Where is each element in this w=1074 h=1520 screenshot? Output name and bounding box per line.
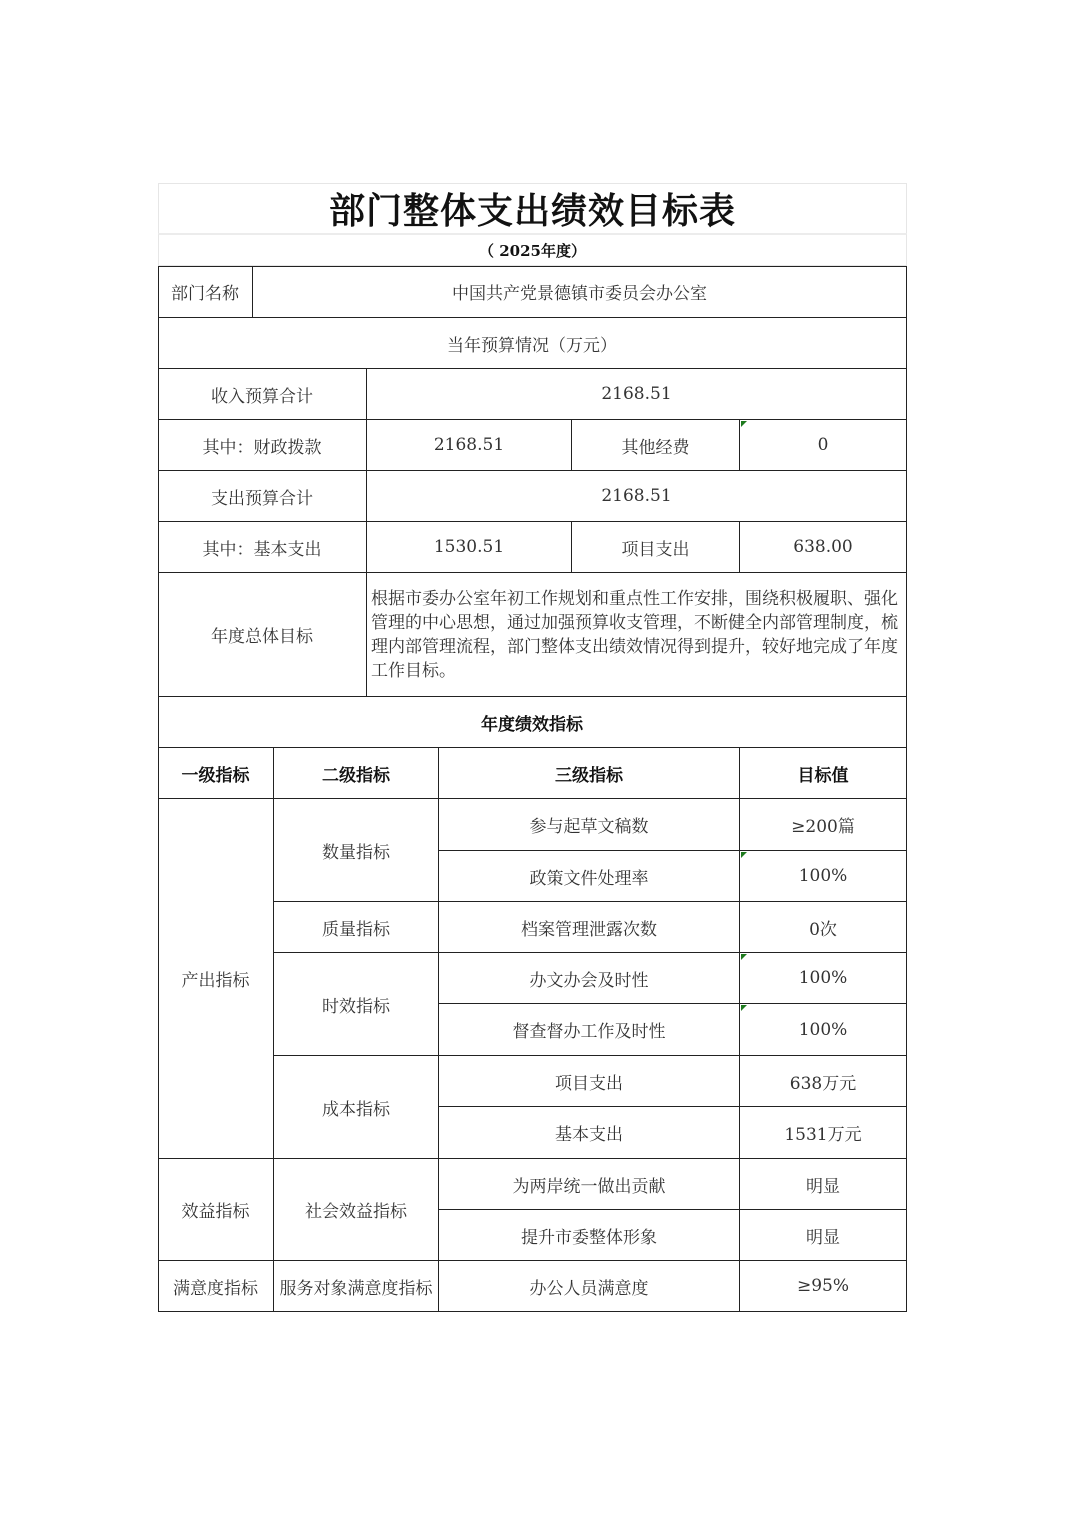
error-flag-icon: [741, 852, 747, 858]
header-level1: 一级指标: [158, 748, 274, 799]
indicator-name: 政策文件处理率: [439, 851, 740, 902]
level2-timeliness: 时效指标: [274, 953, 439, 1056]
level2-quantity: 数量指标: [274, 799, 439, 902]
level2-social-benefit: 社会效益指标: [274, 1159, 439, 1261]
year-subtitle: （ 2025年度）: [158, 233, 907, 266]
basic-expense-value: 1530.51: [367, 522, 572, 573]
income-total-label: 收入预算合计: [158, 369, 367, 420]
department-label: 部门名称: [158, 266, 253, 318]
indicator-value: 明显: [740, 1159, 907, 1210]
indicator-value: ≥95%: [740, 1261, 907, 1312]
header-level2: 二级指标: [274, 748, 439, 799]
indicator-name: 项目支出: [439, 1056, 740, 1107]
basic-expense-label: 其中：基本支出: [158, 522, 367, 573]
indicator-name: 办公人员满意度: [439, 1261, 740, 1312]
other-funds-label: 其他经费: [572, 420, 740, 471]
indicator-name: 督查督办工作及时性: [439, 1004, 740, 1056]
indicator-name: 办文办会及时性: [439, 953, 740, 1004]
indicators-section-title: 年度绩效指标: [158, 697, 907, 748]
level2-service-satisfaction: 服务对象满意度指标: [274, 1261, 439, 1312]
indicator-value: 0次: [740, 902, 907, 953]
error-flag-icon: [741, 1005, 747, 1011]
department-value: 中国共产党景德镇市委员会办公室: [253, 266, 907, 318]
indicator-name: 档案管理泄露次数: [439, 902, 740, 953]
indicator-value: 638万元: [740, 1056, 907, 1107]
income-total-value: 2168.51: [367, 369, 907, 420]
indicator-value: 1531万元: [740, 1107, 907, 1159]
expense-total-label: 支出预算合计: [158, 471, 367, 522]
error-flag-icon: [741, 421, 747, 427]
indicator-value: 100%: [740, 1004, 907, 1056]
other-funds-value: 0: [740, 420, 907, 471]
indicator-name: 提升市委整体形象: [439, 1210, 740, 1261]
fiscal-label: 其中：财政拨款: [158, 420, 367, 471]
level1-benefit: 效益指标: [158, 1159, 274, 1261]
annual-goal-label: 年度总体目标: [158, 573, 367, 697]
level2-cost: 成本指标: [274, 1056, 439, 1159]
indicator-name: 基本支出: [439, 1107, 740, 1159]
annual-goal-text: 根据市委办公室年初工作规划和重点性工作安排，围绕积极履职、强化管理的中心思想，通过加强预算收支管理，不断健全内部管理制度，梳理内部管理流程，部门整体支出绩效情况得到提升，较好地完成了年度工作目标。: [367, 573, 907, 697]
header-target: 目标值: [740, 748, 907, 799]
indicator-name: 为两岸统一做出贡献: [439, 1159, 740, 1210]
level2-quality: 质量指标: [274, 902, 439, 953]
project-expense-label: 项目支出: [572, 522, 740, 573]
indicator-value: ≥200篇: [740, 799, 907, 851]
indicator-value: 100%: [740, 851, 907, 902]
fiscal-value: 2168.51: [367, 420, 572, 471]
indicator-value: 100%: [740, 953, 907, 1004]
level1-satisfaction: 满意度指标: [158, 1261, 274, 1312]
error-flag-icon: [741, 954, 747, 960]
indicator-value: 明显: [740, 1210, 907, 1261]
expense-total-value: 2168.51: [367, 471, 907, 522]
project-expense-value: 638.00: [740, 522, 907, 573]
budget-section-title: 当年预算情况（万元）: [158, 318, 907, 369]
page-title: 部门整体支出绩效目标表: [158, 183, 907, 233]
indicator-name: 参与起草文稿数: [439, 799, 740, 851]
header-level3: 三级指标: [439, 748, 740, 799]
level1-output: 产出指标: [158, 799, 274, 1159]
